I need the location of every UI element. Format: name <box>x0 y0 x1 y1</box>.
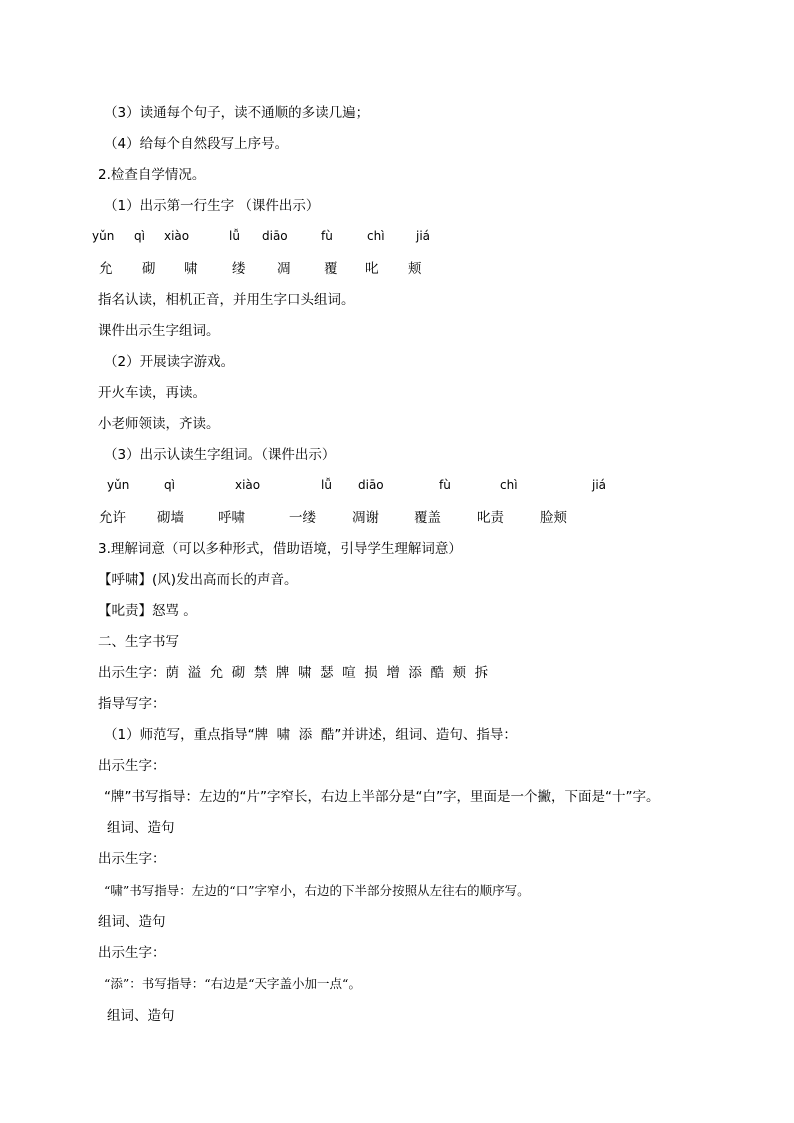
word: 叱责 <box>477 510 504 526</box>
text-line: 2.检查自学情况。 <box>98 167 206 183</box>
text-line: （2）开展读字游戏。 <box>104 354 235 370</box>
pinyin: yǔn <box>92 229 115 243</box>
pinyin: lǚ <box>321 478 332 492</box>
text-line: “啸”书写指导：左边的“口”字窄小，右边的下半部分按照从左往右的顺序写。 <box>104 883 530 898</box>
character: 啸 <box>184 261 198 277</box>
text-line: 出示生字： <box>98 851 166 867</box>
text-line: 【呼啸】(风)发出高而长的声音。 <box>98 572 298 588</box>
pinyin: qì <box>164 478 175 492</box>
pinyin: fù <box>439 478 451 492</box>
text-line: 出示生字： <box>98 758 166 774</box>
text-line: 出示生字： <box>98 945 166 961</box>
text-line: 指导写字： <box>98 696 166 712</box>
word: 覆盖 <box>414 510 441 526</box>
text-line: 小老师领读，齐读。 <box>98 416 220 432</box>
text-line: 组词、造句 <box>107 820 175 836</box>
text-line: （4）给每个自然段写上序号。 <box>104 136 289 152</box>
word: 一缕 <box>289 510 316 526</box>
pinyin: diāo <box>262 229 288 243</box>
pinyin: yǔn <box>107 478 130 492</box>
text-line: （3）读通每个句子，读不通顺的多读几遍； <box>104 105 370 121</box>
character: 颊 <box>408 261 422 277</box>
pinyin: qì <box>134 229 145 243</box>
text-line: “添”：书写指导：“右边是“天字盖小加一点“。 <box>104 976 361 991</box>
pinyin: jiá <box>592 478 607 492</box>
section-heading: 二、生字书写 <box>98 634 179 650</box>
word: 呼啸 <box>218 510 245 526</box>
word: 砌墙 <box>157 510 184 526</box>
pinyin: lǚ <box>229 229 240 243</box>
word: 凋谢 <box>352 510 379 526</box>
text-line: （3）出示认读生字组词。（课件出示） <box>104 447 336 463</box>
pinyin: xiào <box>164 229 190 243</box>
pinyin: jiá <box>416 229 431 243</box>
text-line: 3.理解词意（可以多种形式，借助语境，引导学生理解词意） <box>98 541 462 557</box>
character: 允 <box>99 261 113 277</box>
pinyin: xiào <box>235 478 261 492</box>
character: 砌 <box>142 261 156 277</box>
character: 覆 <box>324 261 338 277</box>
text-line: 组词、造句 <box>98 914 166 930</box>
text-line: 指名认读，相机正音，并用生字口头组词。 <box>98 292 355 308</box>
pinyin: diāo <box>358 478 384 492</box>
character: 缕 <box>232 261 246 277</box>
word: 脸颊 <box>540 510 567 526</box>
pinyin: chì <box>500 478 518 492</box>
text-line: （1）出示第一行生字 （课件出示） <box>104 198 320 214</box>
pinyin: chì <box>367 229 385 243</box>
character: 叱 <box>365 261 379 277</box>
text-line: 【叱责】怒骂 。 <box>98 603 197 619</box>
text-line: 出示生字：荫 溢 允 砌 禁 牌 啸 瑟 喧 损 增 添 酷 颊 拆 <box>98 665 489 681</box>
text-line: 开火车读，再读。 <box>98 385 206 401</box>
word: 允许 <box>99 510 126 526</box>
text-line: （1）师范写，重点指导“牌 啸 添 酷”并讲述，组词、造句、指导： <box>104 727 517 743</box>
character: 凋 <box>277 261 291 277</box>
text-line: 课件出示生字组词。 <box>98 323 220 339</box>
text-line: “牌”书写指导：左边的“片”字窄长，右边上半部分是“白”字，里面是一个撇，下面是“十”字。 <box>104 789 660 805</box>
text-line: 组词、造句 <box>107 1008 175 1024</box>
pinyin: fù <box>321 229 333 243</box>
